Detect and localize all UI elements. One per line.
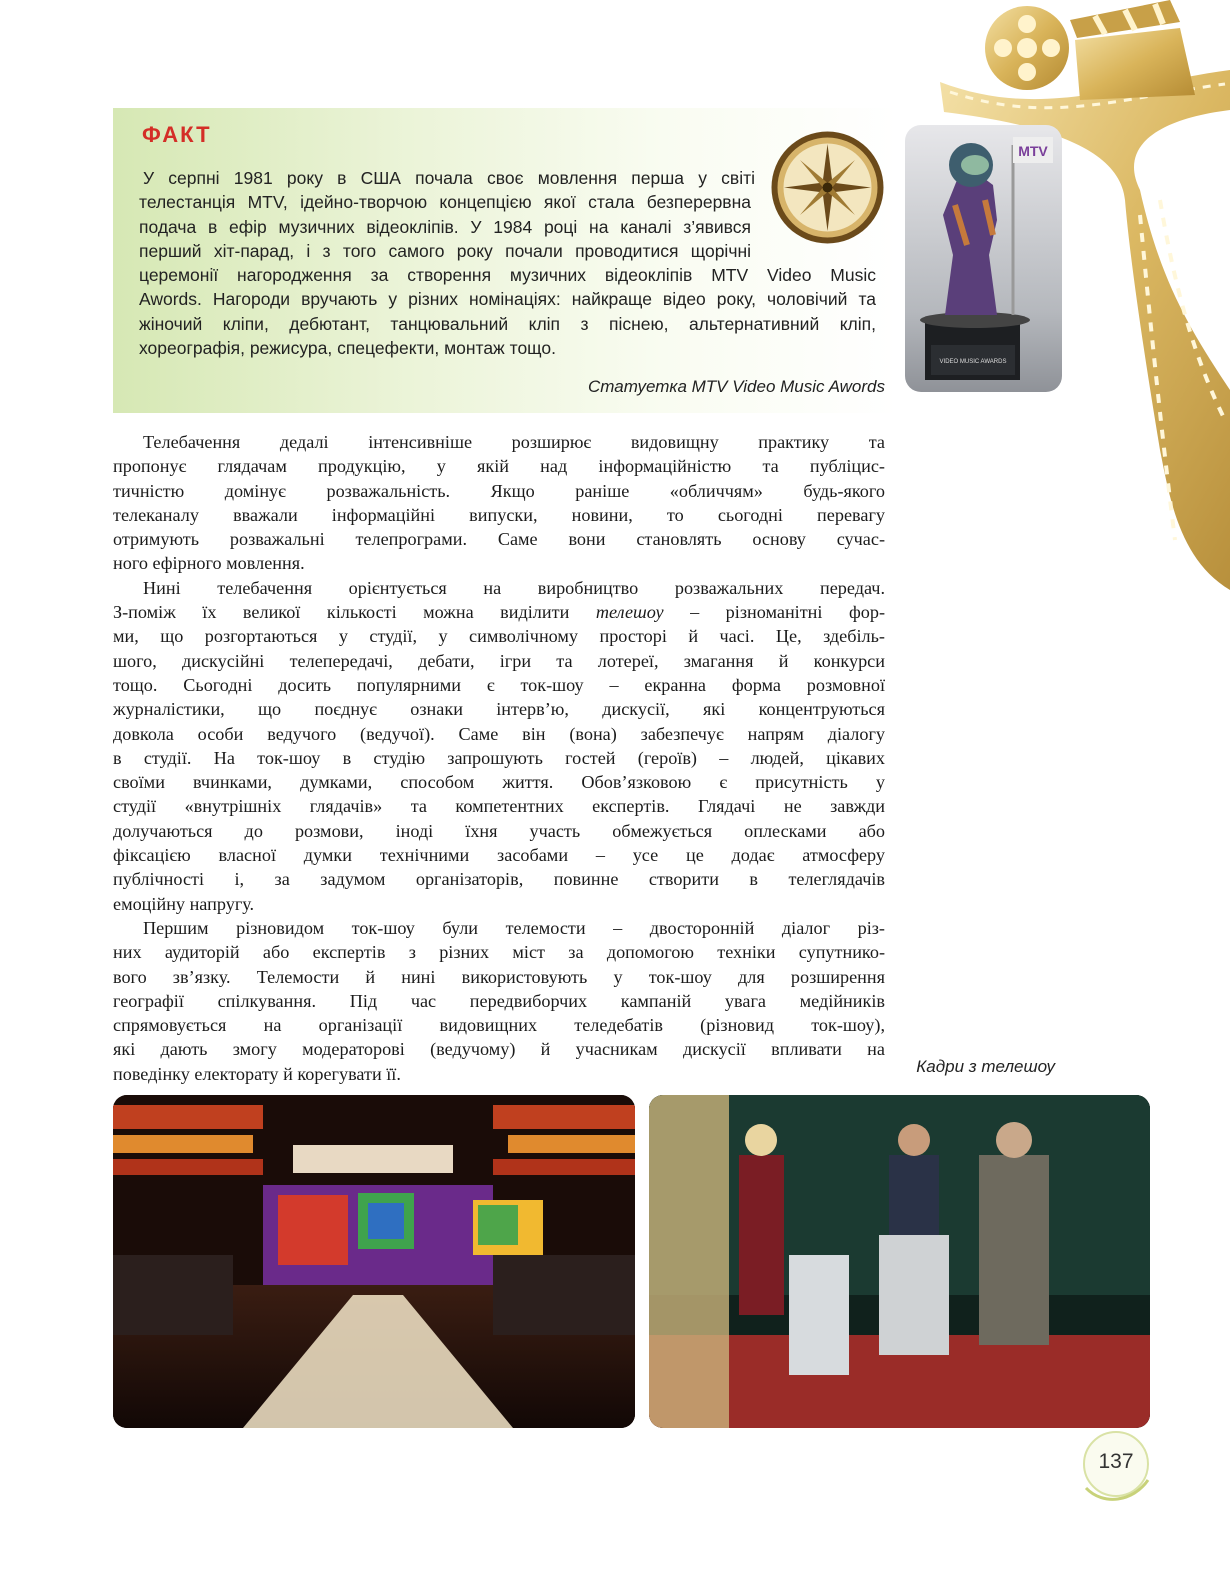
body-line-part: – різноманітні фор-: [663, 602, 886, 623]
body-line: Першим різновидом ток-шоу були телемости – двосторонній діалог різ-: [143, 917, 885, 938]
body-line: них аудиторій або експертів з різних міст за допомогою техніки супутнико-: [113, 942, 885, 963]
body-line-part: З-поміж їх великої кількості можна виділити: [113, 602, 570, 623]
statuette-plaque: VIDEO MUSIC AWARDS: [939, 359, 1007, 365]
fact-line: У серпні 1981 року в США почала своє мовлення перша у світі: [143, 168, 755, 188]
body-line: поведінку електорату й корегувати її.: [113, 1063, 401, 1084]
fact-text: [113, 166, 876, 360]
body-line: тичністю домінує розважальність. Якщо раніше «обличчям» будь-якого: [113, 480, 885, 501]
body-line: довкола особи ведучого (ведучої). Саме він (вона) забезпечує напрям діалогу: [113, 723, 885, 744]
body-line: які дають змогу модераторові (ведучому) й учасникам дискусії впливати на: [113, 1039, 885, 1060]
body-line: тощо. Сьогодні досить популярними є ток-шоу – екранна форма розмовної: [113, 674, 885, 695]
body-line: публічності і, за задумом організаторів, повинне створити в телеглядачів: [113, 869, 885, 890]
fact-line: перший хіт-парад, і з того самого року почали проводитися щорічні: [139, 240, 751, 261]
body-line: студії «внутрішніх глядачів» та компетентних експертів. Глядачі не завжди: [113, 796, 885, 817]
body-line: географії спілкування. Під час передвиборчих кампаній увага медійників: [113, 990, 885, 1011]
body-line: отримують розважальні телепрограми. Саме вони становлять основу сучас-: [113, 529, 885, 550]
body-line: вого зв’язку. Телемости й нині використовують у ток-шоу для розширення: [113, 966, 885, 987]
body-line: ного ефірного мовлення.: [113, 553, 305, 574]
body-line: фіксацією власної думки технічними засобами – усе це додає атмосферу: [113, 845, 885, 866]
body-line: своїми вчинками, думками, способом життя. Обов’язковою є присутність у: [113, 772, 885, 793]
film-reel-icon: [985, 6, 1069, 90]
body-line: спрямовується на організації видовищних теледебатів (різновид ток-шоу),: [113, 1015, 885, 1036]
fact-line: хореографія, режисура, спецефекти, монтаж тощо.: [139, 338, 556, 359]
body-line: емоційну напругу.: [113, 893, 255, 914]
photos-caption: Кадри з телешоу: [916, 1057, 1055, 1076]
body-line: [113, 600, 885, 624]
body-line: долучаються до розмови, іноді їхня участь обмежується оплесками або: [113, 820, 885, 841]
fact-line: подача в ефір музичних відеокліпів. У 1984 році на каналі з’явився: [139, 216, 751, 237]
fact-line: Awords. Нагороди вручають у різних номінаціях: найкраще відео року, чоловічий та: [139, 289, 876, 310]
body-line: шого, дискусійні телепередачі, дебати, ігри та лотереї, змагання й конкурси: [113, 650, 885, 671]
fact-line: церемонії нагородження за створення музичних відеокліпів MTV Video Music: [139, 265, 876, 286]
main-text: [113, 430, 885, 1086]
debate-show-photo: [649, 1095, 1150, 1428]
body-line: ми, що розгортаються у студії, у символічному просторі й часі. Це, здебіль-: [113, 626, 885, 647]
fact-title: ФАКТ: [142, 122, 212, 147]
body-line: телеканалу вважали інформаційні випуски, новини, то сьогодні перевагу: [113, 504, 885, 525]
statuette-photo: [905, 125, 1062, 392]
body-line: Нині телебачення орієнтується на виробництво розважальних передач.: [143, 577, 885, 598]
body-line: пропонує глядачам продукцію, у якій над інформаційністю та публіцис-: [113, 456, 885, 477]
body-line: журналістики, що поєднує ознаки інтерв’ю, дискусії, які концентруються: [113, 699, 885, 720]
page-number: 137: [1098, 1450, 1134, 1473]
body-line: в студії. На ток-шоу в студію запрошують гостей (героїв) – людей, цікавих: [113, 747, 885, 768]
mtv-logo: MTV: [1018, 143, 1048, 159]
tv-studio-photo: [113, 1095, 635, 1428]
statuette-caption: Статуетка MTV Video Music Awords: [588, 377, 885, 396]
fact-line: телестанція MTV, ідейно-творчою концепцією якої стала безперервна: [139, 192, 751, 213]
term-teleshow: телешоу: [595, 602, 664, 623]
clapperboard-icon: [1070, 0, 1195, 100]
fact-line: жіночий кліпи, дебютант, танцювальний кліп з піснею, альтернативний кліп,: [139, 313, 876, 334]
body-line: Телебачення дедалі інтенсивніше розширює видовищну практику та: [143, 432, 885, 452]
